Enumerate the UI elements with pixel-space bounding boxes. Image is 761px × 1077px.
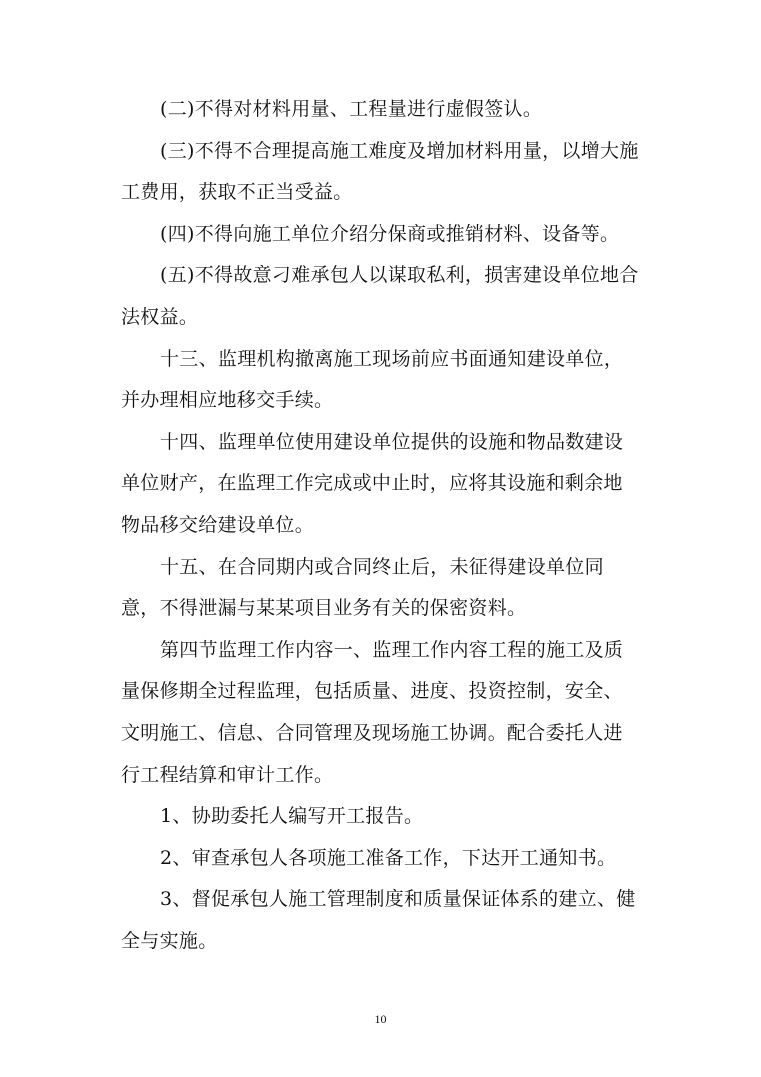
- page-number: 10: [374, 1012, 387, 1026]
- paragraph: (五)不得故意刁难承包人以谋取私利，损害建设单位地合法权益。: [121, 264, 639, 328]
- paragraph: 十四、监理单位使用建设单位提供的设施和物品数建设单位财产，在监理工作完成或中止时，应将其设施和剩余地物品移交给建设单位。: [121, 430, 624, 536]
- paragraph: 1、协助委托人编写开工报告。: [160, 805, 424, 828]
- paragraph: 3、督促承包人施工管理制度和质量保证体系的建立、健全与实施。: [121, 888, 636, 952]
- paragraph: 十五、在合同期内或合同终止后，未征得建设单位同意，不得泄漏与某某项目业务有关的保密资料。: [121, 555, 604, 620]
- paragraph: (三)不得不合理提高施工难度及增加材料用量，以增大施工费用，获取不正当受益。: [121, 139, 639, 204]
- document-body: [121, 89, 641, 962]
- paragraph: 2、审查承包人各项施工准备工作，下达开工通知书。: [160, 846, 617, 869]
- paragraph: 十三、监理机构撤离施工现场前应书面通知建设单位，并办理相应地移交手续。: [121, 347, 624, 412]
- paragraph: (四)不得向施工单位介绍分保商或推销材料、设备等。: [160, 222, 620, 245]
- paragraph: 第四节监理工作内容一、监理工作内容工程的施工及质量保修期全过程监理，包括质量、进度、投资控制，安全、文明施工、信息、合同管理及现场施工协调。配合委托人进行工程结算和审计工作。: [121, 638, 624, 786]
- paragraph: (二)不得对材料用量、工程量进行虚假签认。: [160, 98, 543, 120]
